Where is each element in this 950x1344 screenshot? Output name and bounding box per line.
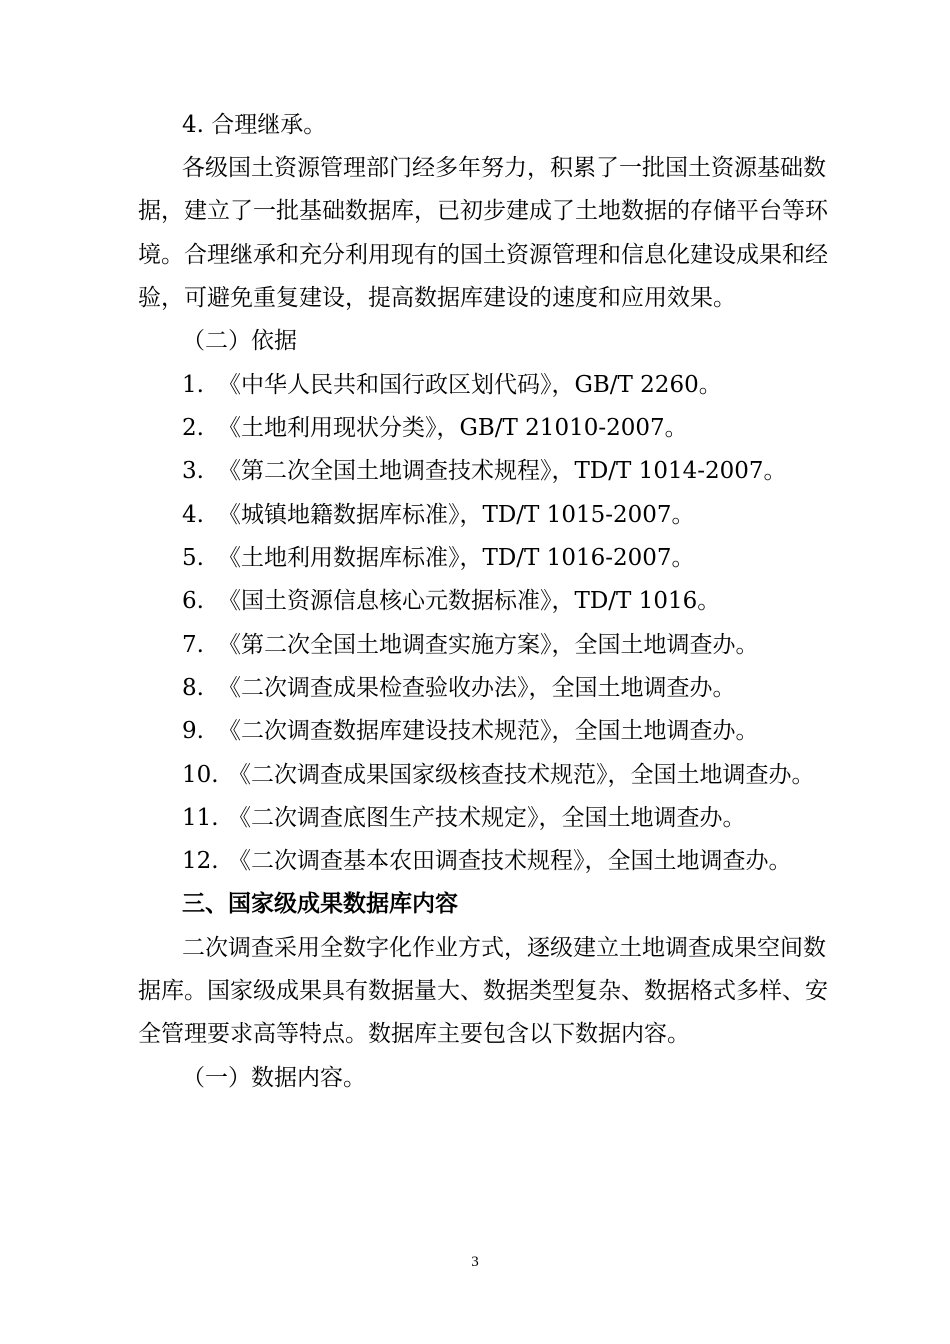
list-item-text: 《第二次全国土地调查实施方案》，全国土地调查办。 xyxy=(218,632,759,658)
list-item-text: 《中华人民共和国行政区划代码》，GB/T 2260。 xyxy=(218,372,722,398)
paragraph-line: 全管理要求高等特点。数据库主要包含以下数据内容。 xyxy=(138,1021,690,1047)
list-item-text: 《土地利用现状分类》，GB/T 21010-2007。 xyxy=(218,415,688,441)
list-item-text: 《城镇地籍数据库标准》，TD/T 1015-2007。 xyxy=(218,502,695,528)
list-item xyxy=(182,843,816,879)
list-item-number: 12. xyxy=(182,848,219,874)
list-item-number: 10. xyxy=(182,762,219,788)
list-item xyxy=(182,367,816,403)
list-item-number: 1. xyxy=(182,372,204,398)
list-item-text: 《二次调查成果检查验收办法》，全国土地调查办。 xyxy=(218,675,736,701)
list-item xyxy=(182,627,816,663)
paragraph-line: 据，建立了一批基础数据库，已初步建成了土地数据的存储平台等环 xyxy=(138,198,828,224)
section-heading-national-database-content: 三、国家级成果数据库内容 xyxy=(182,891,458,917)
list-item xyxy=(182,410,816,446)
list-item-number: 3. xyxy=(182,458,204,484)
list-item xyxy=(182,800,816,836)
list-item xyxy=(182,497,816,533)
list-item-text: 《二次调查成果国家级核查技术规范》，全国土地调查办。 xyxy=(228,762,815,788)
list-item-number: 4. xyxy=(182,502,204,528)
list-item xyxy=(182,453,816,489)
list-item-text: 《二次调查底图生产技术规定》，全国土地调查办。 xyxy=(228,805,746,831)
list-item xyxy=(182,540,816,576)
list-item xyxy=(182,757,816,793)
list-item-text: 《土地利用数据库标准》，TD/T 1016-2007。 xyxy=(218,545,695,571)
list-item xyxy=(182,670,816,706)
page-number: 3 xyxy=(471,1254,479,1270)
list-item-number: 6. xyxy=(182,588,204,614)
item-heading-reasonable-inheritance: 4. 合理继承。 xyxy=(182,112,327,138)
paragraph-line: 各级国土资源管理部门经多年努力，积累了一批国土资源基础数 xyxy=(182,155,826,181)
list-item-text: 《第二次全国土地调查技术规程》，TD/T 1014-2007。 xyxy=(218,458,787,484)
list-item-text: 《二次调查基本农田调查技术规程》，全国土地调查办。 xyxy=(228,848,792,874)
list-item-text: 《国土资源信息核心元数据标准》，TD/T 1016。 xyxy=(218,588,721,614)
list-item xyxy=(182,583,816,619)
list-item-number: 2. xyxy=(182,415,204,441)
paragraph-line: 验，可避免重复建设，提高数据库建设的速度和应用效果。 xyxy=(138,285,736,311)
list-item-number: 9. xyxy=(182,718,204,744)
section-heading-basis: （二）依据 xyxy=(182,328,297,354)
list-item xyxy=(182,713,816,749)
paragraph-line: 据库。国家级成果具有数据量大、数据类型复杂、数据格式多样、安 xyxy=(138,978,828,1004)
list-item-text: 《二次调查数据库建设技术规范》，全国土地调查办。 xyxy=(218,718,759,744)
paragraph-line: 二次调查采用全数字化作业方式，逐级建立土地调查成果空间数 xyxy=(182,935,826,961)
paragraph-line: 境。合理继承和充分利用现有的国土资源管理和信息化建设成果和经 xyxy=(138,242,828,268)
list-item-number: 11. xyxy=(182,805,219,831)
list-item-number: 5. xyxy=(182,545,204,571)
subsection-heading-data-content: （一）数据内容。 xyxy=(182,1065,366,1091)
list-item-number: 7. xyxy=(182,632,204,658)
list-item-number: 8. xyxy=(182,675,204,701)
